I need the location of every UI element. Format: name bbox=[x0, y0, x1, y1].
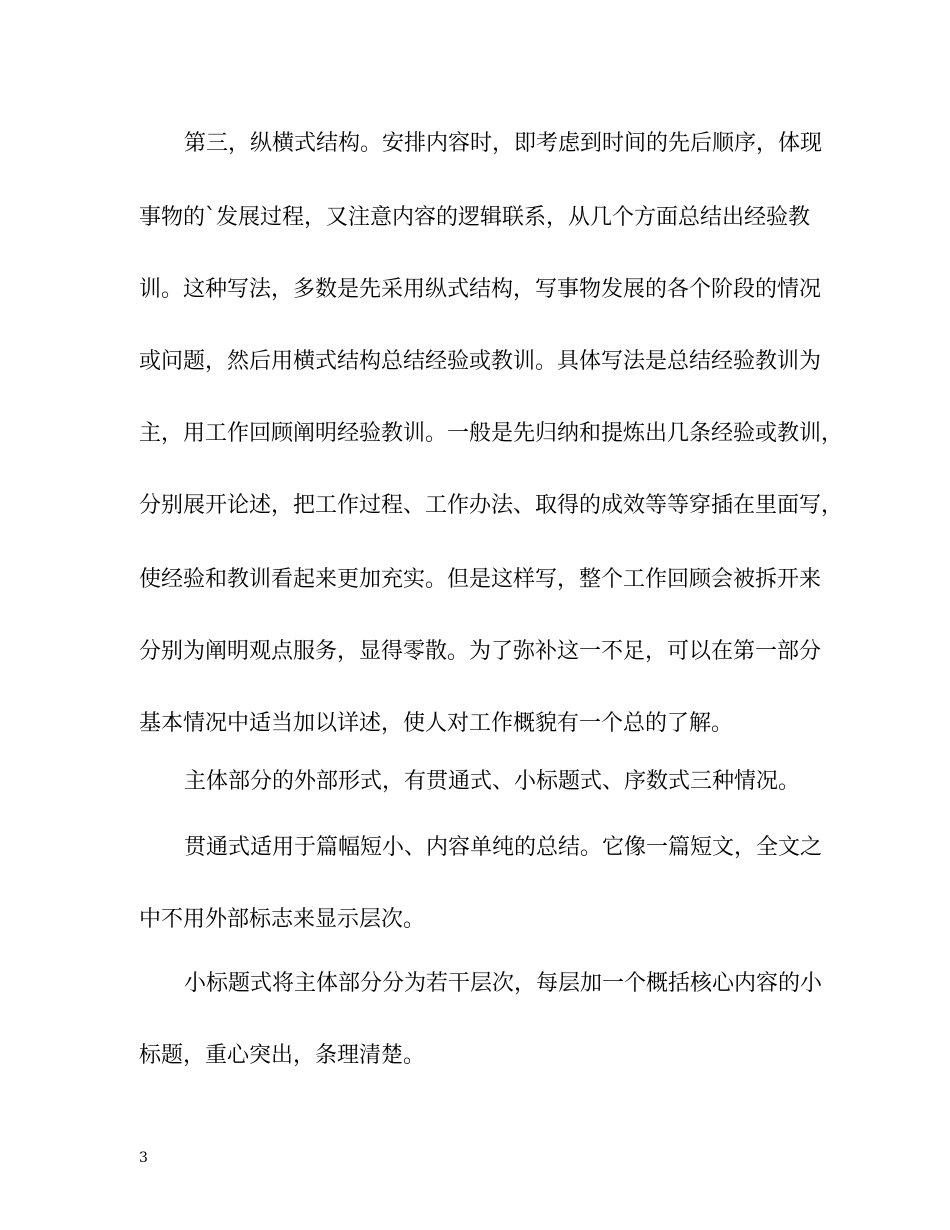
paragraph-line: 主体部分的外部形式，有贯通式、小标题式、序数式三种情况。 bbox=[184, 769, 801, 794]
paragraph-line: 分别展开论述，把工作过程、工作办法、取得的成效等等穿插在里面写， bbox=[139, 493, 844, 518]
paragraph-line: 分别为阐明观点服务，显得零散。为了弥补这一不足，可以在第一部分 bbox=[139, 639, 822, 664]
paragraph-line: 使经验和教训看起来更加充实。但是这样写，整个工作回顾会被拆开来 bbox=[139, 567, 822, 592]
paragraph-line: 第三，纵横式结构。安排内容时，即考虑到时间的先后顺序，体现 bbox=[184, 131, 823, 156]
paragraph-line: 中不用外部标志来显示层次。 bbox=[139, 907, 426, 932]
paragraph-line: 主，用工作回顾阐明经验教训。一般是先归纳和提炼出几条经验或教训， bbox=[139, 421, 844, 446]
paragraph-line: 或问题，然后用横式结构总结经验或教训。具体写法是总结经验教训为 bbox=[139, 349, 822, 374]
paragraph-line: 贯通式适用于篇幅短小、内容单纯的总结。它像一篇短文，全文之 bbox=[184, 835, 823, 860]
paragraph-line: 标题，重心突出，条理清楚。 bbox=[139, 1043, 426, 1068]
paragraph-line: 基本情况中适当加以详述，使人对工作概貌有一个总的了解。 bbox=[139, 711, 734, 736]
page-number: 3 bbox=[139, 1150, 148, 1166]
paragraph-line: 训。这种写法，多数是先采用纵式结构，写事物发展的各个阶段的情况 bbox=[139, 277, 822, 302]
paragraph-line: 事物的`发展过程，又注意内容的逻辑联系，从几个方面总结出经验教 bbox=[139, 205, 811, 230]
paragraph-line: 小标题式将主体部分分为若干层次，每层加一个概括核心内容的小 bbox=[184, 971, 823, 996]
